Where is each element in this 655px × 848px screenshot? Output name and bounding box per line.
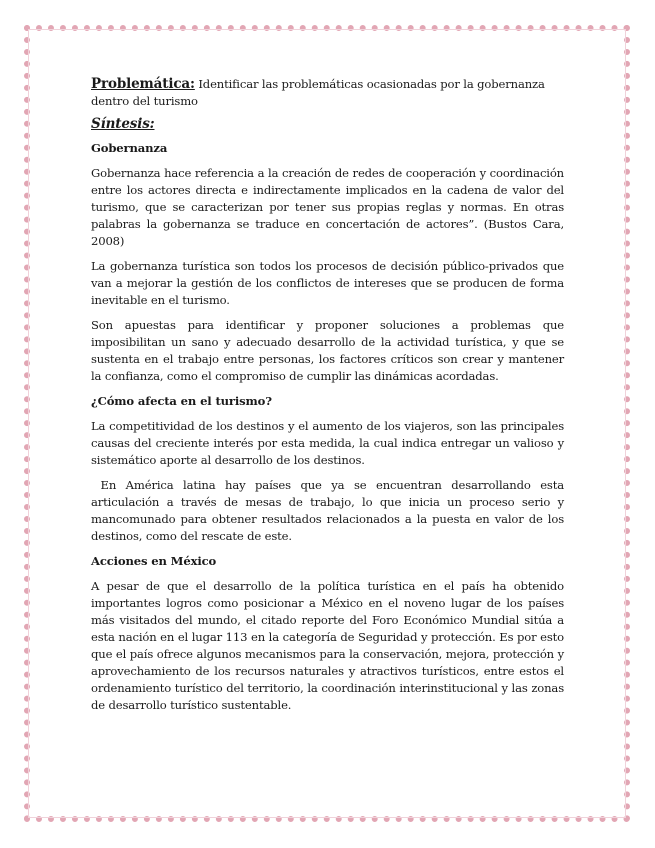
paragraph: Gobernanza hace referencia a la creación de redes de cooperación y coordinación entre los actores directa e indirectamente implicados en la cadena de valor del turismo, que se caracterizan por tener sus propias reglas y normas. En otras palabras la gobernanza se traduce en concertación de actores”. (Bustos Cara, 2008) <box>91 166 564 248</box>
problem-label: Problemática: <box>91 76 195 92</box>
section-heading-gobernanza: Gobernanza <box>91 141 168 155</box>
paragraph: Son apuestas para identificar y proponer soluciones a problemas que imposibilitan un sano y adecuado desarrollo de la actividad turística, y que se sustenta en el trabajo entre personas, los factores críticos son crear y mantener la confianza, como el compromiso de cumplir las dinámicas acordadas. <box>91 318 564 383</box>
synthesis-title: Síntesis: <box>91 116 155 132</box>
paragraph: La gobernanza turística son todos los procesos de decisión público-privados que van a mejorar la gestión de los conflictos de intereses que se producen de forma inevitable en el turismo. <box>91 259 564 307</box>
problem-statement <box>91 76 564 110</box>
paragraph: La competitividad de los destinos y el aumento de los viajeros, son las principales causas del creciente interés por esta medida, la cual indica entregar un valioso y sistemático aporte al desarrollo de los destinos. <box>91 419 564 467</box>
paragraph: A pesar de que el desarrollo de la política turística en el país ha obtenido importantes logros como posicionar a México en el noveno lugar de los países más visitados del mundo, el citado reporte del Foro Económico Mundial sitúa a esta nación en el lugar 113 en la categoría de Seguridad y protección. Es por esto que el país ofrece algunos mecanismos para la conservación, mejora, protección y aprovechamiento de los recursos naturales y atractivos turísticos, entre estos el ordenamiento turístico del territorio, la coordinación interinstitucional y las zonas de desarrollo turístico sustentable. <box>91 579 564 712</box>
document-body <box>91 76 568 722</box>
section-heading-acciones-mexico: Acciones en México <box>91 554 217 568</box>
section-heading-como-afecta: ¿Cómo afecta en el turismo? <box>91 394 272 408</box>
paragraph: En América latina hay países que ya se encuentran desarrollando esta articulación a través de mesas de trabajo, lo que inicia un proceso serio y mancomunado para obtener resultados relacionados a la puesta en valor de los destinos, como del rescate de este. <box>91 478 568 543</box>
problem-text: Identificar las problemáticas ocasionadas por la gobernanza dentro del turismo <box>91 77 545 108</box>
